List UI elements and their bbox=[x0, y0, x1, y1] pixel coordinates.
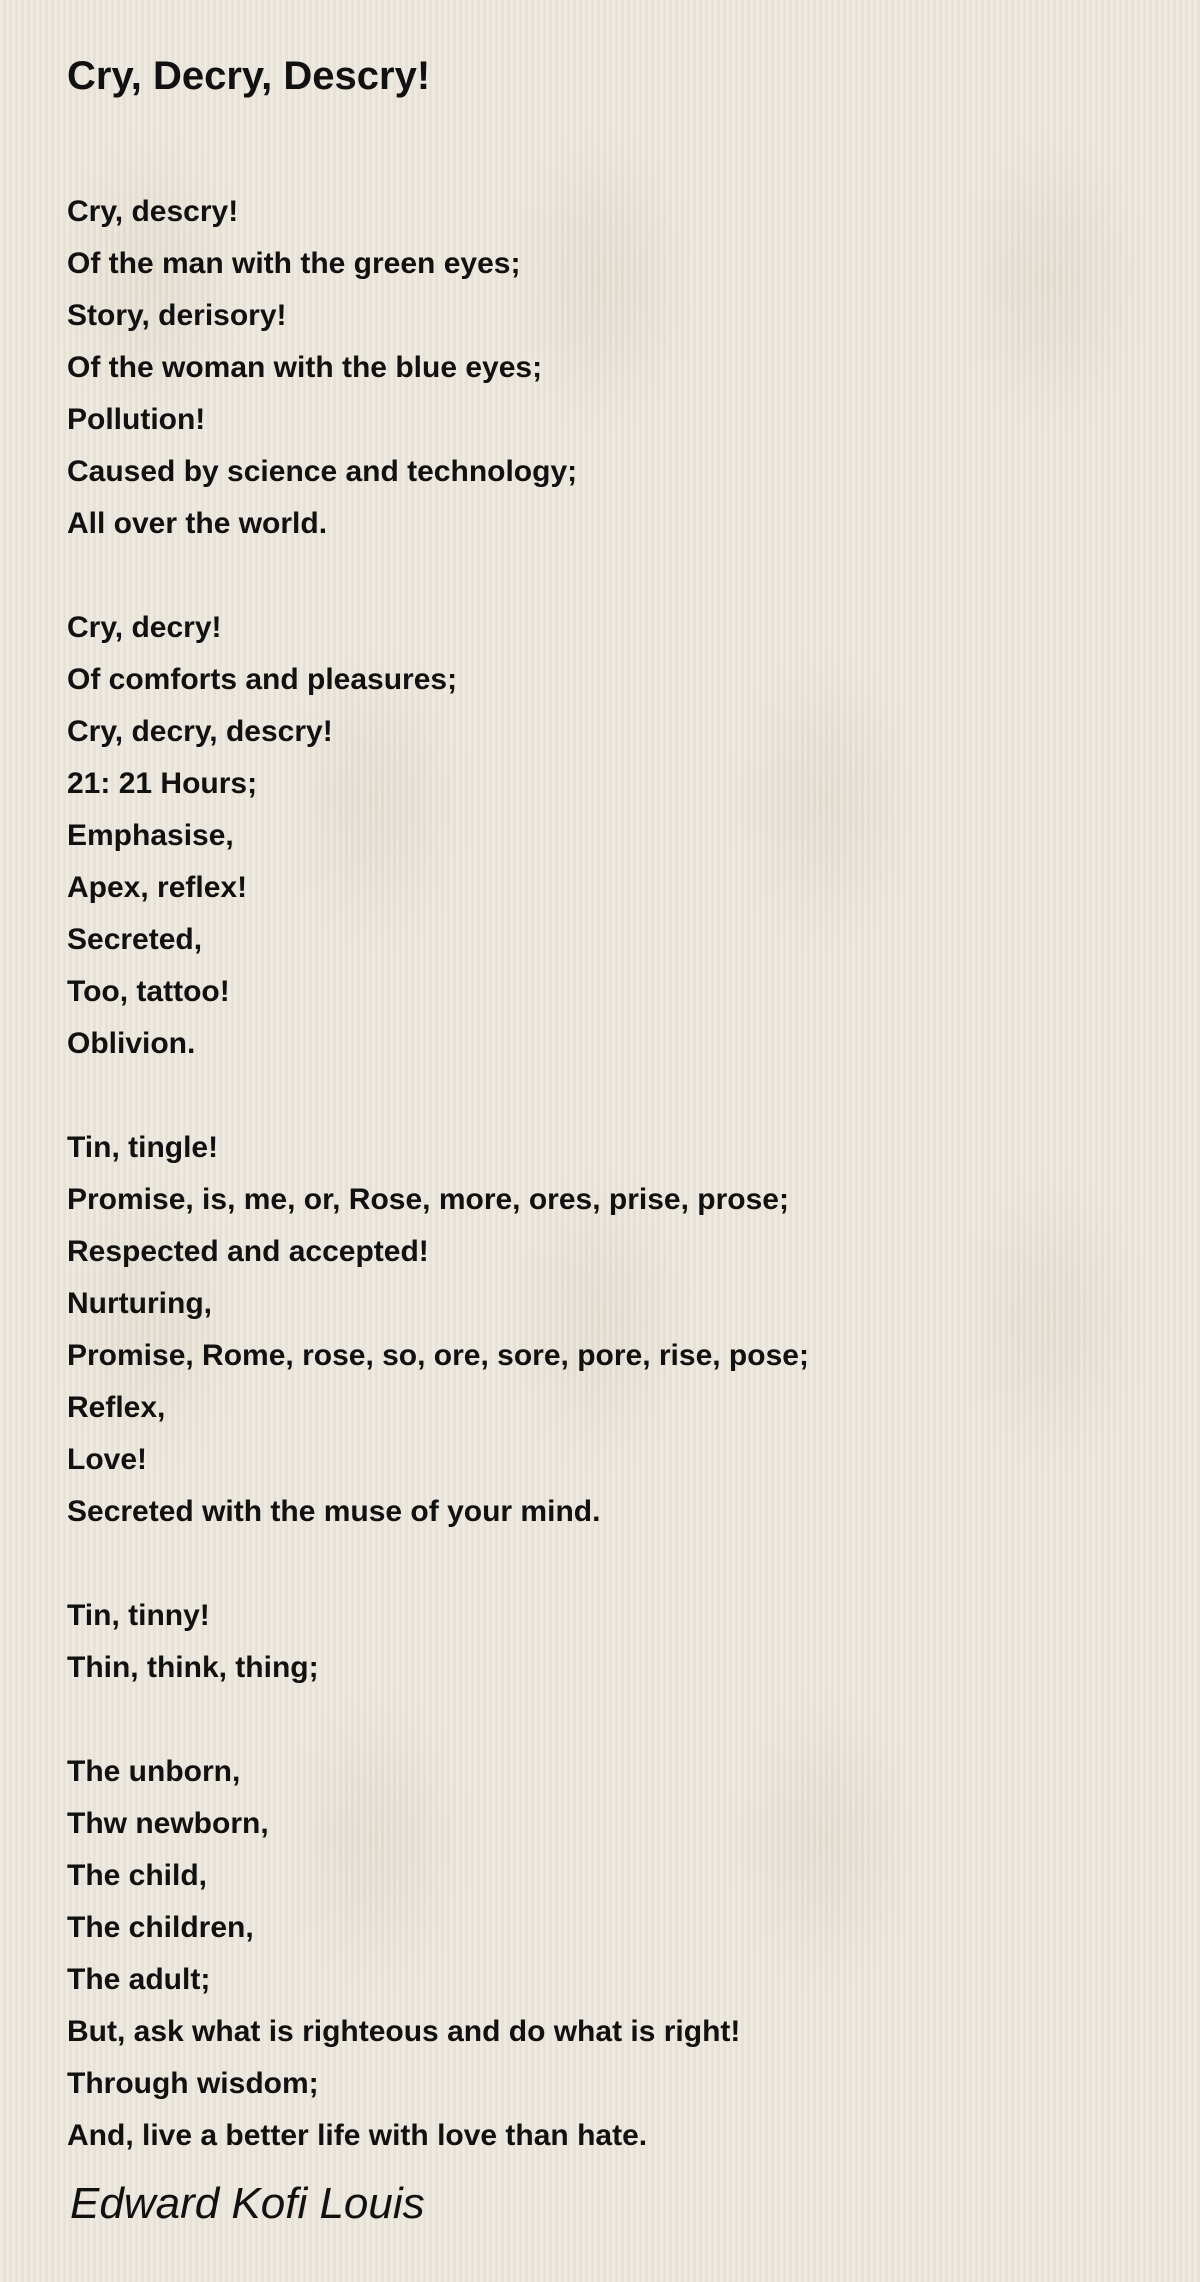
stanza-3 bbox=[67, 1122, 1147, 1538]
poem-line: Promise, Rome, rose, so, ore, sore, pore, rise, pose; bbox=[67, 1339, 809, 1372]
poem-line: Caused by science and technology; bbox=[67, 455, 578, 488]
poem-line: All over the world. bbox=[67, 507, 328, 540]
poem-line: Oblivion. bbox=[67, 1027, 196, 1060]
poem-line: Respected and accepted! bbox=[67, 1235, 429, 1268]
poem-line: Nurturing, bbox=[67, 1287, 212, 1320]
stanza-1 bbox=[67, 186, 1147, 550]
poem-title: Cry, Decry, Descry! bbox=[67, 54, 431, 98]
poem-line: Of comforts and pleasures; bbox=[67, 663, 458, 696]
poem-line: Thw newborn, bbox=[67, 1807, 269, 1840]
poem-line: The adult; bbox=[67, 1963, 211, 1996]
poem-line: The children, bbox=[67, 1911, 254, 1944]
poem-line: But, ask what is righteous and do what is right! bbox=[67, 2015, 741, 2048]
stanza-4 bbox=[67, 1590, 1147, 1694]
poem-line: Apex, reflex! bbox=[67, 871, 248, 904]
stanza-5 bbox=[67, 1746, 1147, 2162]
poem-line: Too, tattoo! bbox=[67, 975, 230, 1008]
poem-line: Tin, tingle! bbox=[67, 1131, 219, 1164]
poem-line: Thin, think, thing; bbox=[67, 1651, 319, 1684]
poem-line: Love! bbox=[67, 1443, 148, 1476]
poem-line: Tin, tinny! bbox=[67, 1599, 210, 1632]
poem-line: Cry, descry! bbox=[67, 195, 239, 228]
poem-line: Cry, decry, descry! bbox=[67, 715, 333, 748]
poem-line: Cry, decry! bbox=[67, 611, 222, 644]
poem-line: Of the woman with the blue eyes; bbox=[67, 351, 543, 384]
poem-author: Edward Kofi Louis bbox=[70, 2179, 425, 2228]
poem-line: Through wisdom; bbox=[67, 2067, 319, 2100]
poem-line: Secreted with the muse of your mind. bbox=[67, 1495, 601, 1528]
poem-body bbox=[67, 186, 1147, 2162]
stanza-2 bbox=[67, 602, 1147, 1070]
poem-line: Reflex, bbox=[67, 1391, 166, 1424]
poem-line: Pollution! bbox=[67, 403, 206, 436]
poem-container bbox=[67, 48, 1147, 2214]
poem-line: And, live a better life with love than hate. bbox=[67, 2119, 648, 2152]
poem-line: Of the man with the green eyes; bbox=[67, 247, 521, 280]
poem-line: Promise, is, me, or, Rose, more, ores, prise, prose; bbox=[67, 1183, 789, 1216]
poem-line: The unborn, bbox=[67, 1755, 241, 1788]
poem-line: Story, derisory! bbox=[67, 299, 287, 332]
poem-line: 21: 21 Hours; bbox=[67, 767, 258, 800]
poem-line: The child, bbox=[67, 1859, 208, 1892]
poem-line: Emphasise, bbox=[67, 819, 234, 852]
poem-line: Secreted, bbox=[67, 923, 203, 956]
